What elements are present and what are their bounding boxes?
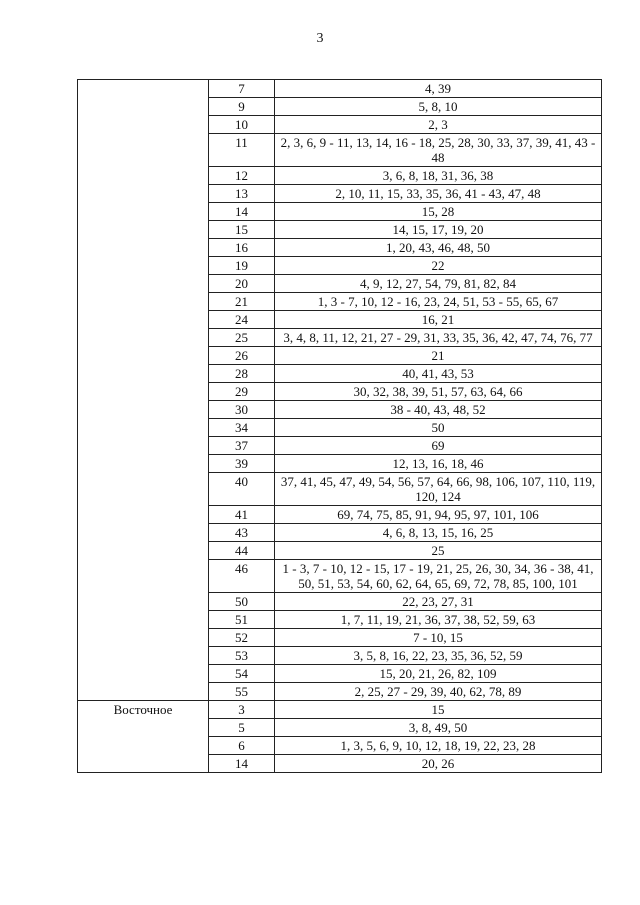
values-cell: 15 [275,701,602,719]
values-cell: 16, 21 [275,311,602,329]
values-cell: 22, 23, 27, 31 [275,593,602,611]
number-cell: 55 [209,683,275,701]
number-cell: 28 [209,365,275,383]
number-cell: 20 [209,275,275,293]
values-cell: 1 - 3, 7 - 10, 12 - 15, 17 - 19, 21, 25, 26, 30, 34, 36 - 38, 41, 50, 51, 53, 54, 60, 62, 64, 65, 69, 72, 78, 85, 100, 101 [275,560,602,593]
number-cell: 43 [209,524,275,542]
number-cell: 21 [209,293,275,311]
number-cell: 10 [209,116,275,134]
number-cell: 54 [209,665,275,683]
values-cell: 7 - 10, 15 [275,629,602,647]
values-cell: 1, 3 - 7, 10, 12 - 16, 23, 24, 51, 53 - 55, 65, 67 [275,293,602,311]
number-cell: 51 [209,611,275,629]
values-cell: 3, 5, 8, 16, 22, 23, 35, 36, 52, 59 [275,647,602,665]
number-cell: 44 [209,542,275,560]
number-cell: 15 [209,221,275,239]
number-cell: 25 [209,329,275,347]
values-cell: 15, 20, 21, 26, 82, 109 [275,665,602,683]
page-number: 3 [316,31,324,46]
values-cell: 1, 20, 43, 46, 48, 50 [275,239,602,257]
number-cell: 24 [209,311,275,329]
values-cell: 4, 9, 12, 27, 54, 79, 81, 82, 84 [275,275,602,293]
values-cell: 4, 39 [275,80,602,98]
number-cell: 5 [209,719,275,737]
values-cell: 69 [275,437,602,455]
values-cell: 50 [275,419,602,437]
region-cell: Восточное [78,701,209,773]
values-cell: 1, 7, 11, 19, 21, 36, 37, 38, 52, 59, 63 [275,611,602,629]
number-cell: 46 [209,560,275,593]
values-cell: 14, 15, 17, 19, 20 [275,221,602,239]
values-cell: 25 [275,542,602,560]
table-row [78,701,602,719]
values-cell: 1, 3, 5, 6, 9, 10, 12, 18, 19, 22, 23, 28 [275,737,602,755]
number-cell: 7 [209,80,275,98]
number-cell: 39 [209,455,275,473]
region-cell [78,80,209,701]
number-cell: 52 [209,629,275,647]
values-cell: 12, 13, 16, 18, 46 [275,455,602,473]
number-cell: 30 [209,401,275,419]
number-cell: 53 [209,647,275,665]
number-cell: 37 [209,437,275,455]
number-cell: 50 [209,593,275,611]
schedule-table-body [78,80,602,773]
values-cell: 3, 4, 8, 11, 12, 21, 27 - 29, 31, 33, 35, 36, 42, 47, 74, 76, 77 [275,329,602,347]
number-cell: 13 [209,185,275,203]
number-cell: 16 [209,239,275,257]
number-cell: 3 [209,701,275,719]
table-row [78,80,602,98]
values-cell: 20, 26 [275,755,602,773]
number-cell: 26 [209,347,275,365]
number-cell: 29 [209,383,275,401]
values-cell: 22 [275,257,602,275]
values-cell: 2, 10, 11, 15, 33, 35, 36, 41 - 43, 47, 48 [275,185,602,203]
values-cell: 5, 8, 10 [275,98,602,116]
values-cell: 30, 32, 38, 39, 51, 57, 63, 64, 66 [275,383,602,401]
values-cell: 37, 41, 45, 47, 49, 54, 56, 57, 64, 66, 98, 106, 107, 110, 119, 120, 124 [275,473,602,506]
number-cell: 40 [209,473,275,506]
values-cell: 3, 6, 8, 18, 31, 36, 38 [275,167,602,185]
number-cell: 11 [209,134,275,167]
number-cell: 9 [209,98,275,116]
values-cell: 3, 8, 49, 50 [275,719,602,737]
number-cell: 19 [209,257,275,275]
values-cell: 40, 41, 43, 53 [275,365,602,383]
number-cell: 14 [209,755,275,773]
values-cell: 2, 3, 6, 9 - 11, 13, 14, 16 - 18, 25, 28, 30, 33, 37, 39, 41, 43 - 48 [275,134,602,167]
number-cell: 6 [209,737,275,755]
number-cell: 41 [209,506,275,524]
values-cell: 21 [275,347,602,365]
schedule-table [77,79,602,773]
values-cell: 4, 6, 8, 13, 15, 16, 25 [275,524,602,542]
number-cell: 34 [209,419,275,437]
number-cell: 14 [209,203,275,221]
values-cell: 69, 74, 75, 85, 91, 94, 95, 97, 101, 106 [275,506,602,524]
number-cell: 12 [209,167,275,185]
values-cell: 2, 25, 27 - 29, 39, 40, 62, 78, 89 [275,683,602,701]
values-cell: 38 - 40, 43, 48, 52 [275,401,602,419]
values-cell: 15, 28 [275,203,602,221]
values-cell: 2, 3 [275,116,602,134]
